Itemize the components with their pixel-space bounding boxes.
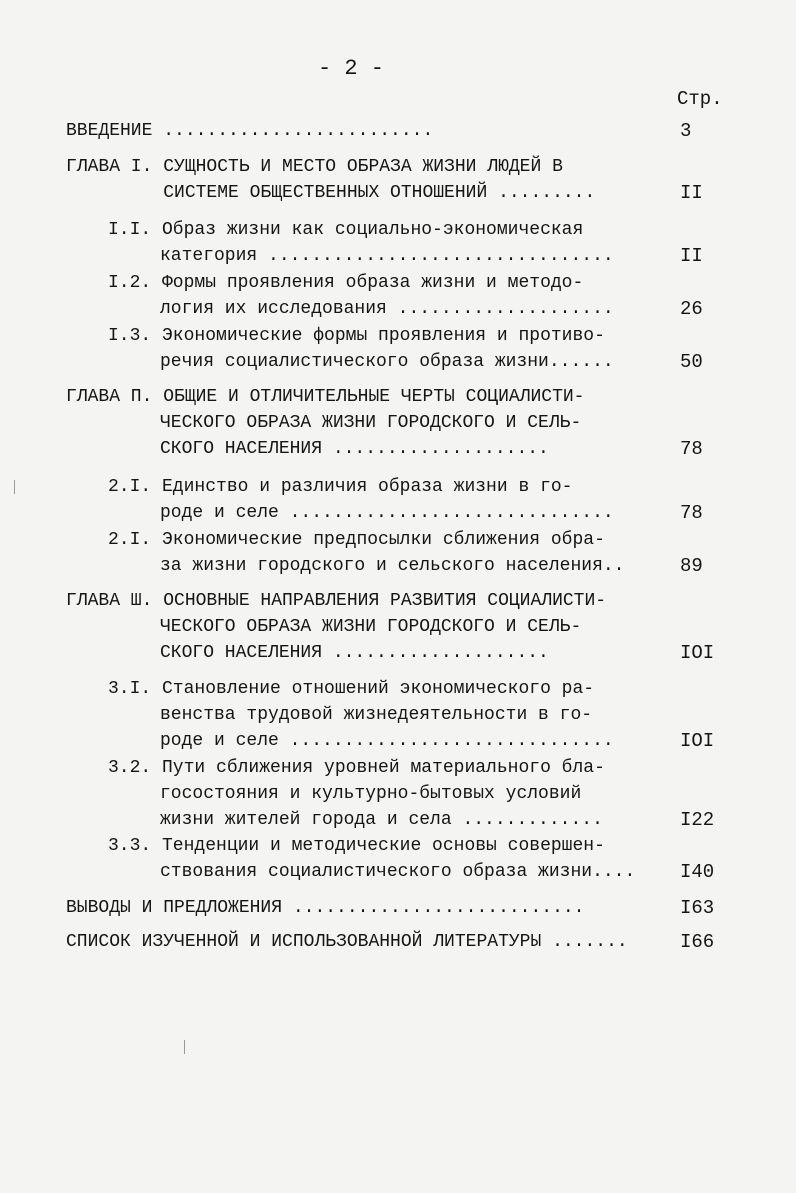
page-number: - 2 - [318, 56, 385, 81]
toc-line-section-3-1-b: венства трудовой жизнедеятельности в го- [160, 705, 593, 725]
toc-page-chapter-1: II [680, 182, 703, 204]
toc-page-section-1-2: 26 [680, 298, 703, 320]
toc-line-section-1-1-b: категория ................................ [160, 246, 614, 266]
toc-line-chapter-3-c: СКОГО НАСЕЛЕНИЯ .................... [160, 643, 549, 663]
scan-speck [14, 480, 15, 494]
toc-line-chapter-2-b: ЧЕСКОГО ОБРАЗА ЖИЗНИ ГОРОДСКОГО И СЕЛЬ- [160, 413, 582, 433]
toc-line-section-3-2-c: жизни жителей города и села ............. [160, 810, 603, 830]
toc-line-introduction: ВВЕДЕНИЕ ......................... [66, 121, 434, 141]
toc-line-section-3-3-a: 3.3. Тенденции и методические основы совершен- [108, 836, 605, 856]
toc-line-section-1-1-a: I.I. Образ жизни как социально-экономическая [108, 220, 584, 240]
toc-page-section-2-2: 89 [680, 555, 703, 577]
scan-speck [184, 1040, 185, 1054]
toc-line-section-1-2-a: I.2. Формы проявления образа жизни и методо- [108, 273, 584, 293]
toc-page-section-3-2: I22 [680, 809, 715, 831]
toc-line-chapter-2-a: ГЛАВА П. ОБЩИЕ И ОТЛИЧИТЕЛЬНЫЕ ЧЕРТЫ СОЦИАЛИСТИ- [66, 387, 585, 407]
toc-line-section-2-2-b: за жизни городского и сельского населения.. [160, 556, 625, 576]
toc-page-section-2-1: 78 [680, 502, 703, 524]
toc-page-chapter-2: 78 [680, 438, 703, 460]
toc-line-section-1-2-b: логия их исследования .................... [160, 299, 614, 319]
toc-line-chapter-1-b: СИСТЕМЕ ОБЩЕСТВЕННЫХ ОТНОШЕНИЙ ......... [66, 183, 596, 203]
toc-line-chapter-1-a: ГЛАВА I. СУЩНОСТЬ И МЕСТО ОБРАЗА ЖИЗНИ ЛЮДЕЙ В [66, 157, 563, 177]
toc-line-section-3-1-a: 3.I. Становление отношений экономического ра- [108, 679, 595, 699]
toc-line-chapter-3-b: ЧЕСКОГО ОБРАЗА ЖИЗНИ ГОРОДСКОГО И СЕЛЬ- [160, 617, 582, 637]
toc-page-section-1-1: II [680, 245, 703, 267]
toc-line-section-3-1-c: роде и селе .............................. [160, 731, 614, 751]
toc-line-section-1-3-a: I.3. Экономические формы проявления и противо- [108, 326, 605, 346]
toc-line-section-3-3-b: ствования социалистического образа жизни.... [160, 862, 636, 882]
toc-line-section-3-2-b: госостояния и культурно-бытовых условий [160, 784, 582, 804]
toc-line-section-2-2-a: 2.I. Экономические предпосылки сближения обра- [108, 530, 605, 550]
toc-line-section-2-1-a: 2.I. Единство и различия образа жизни в го- [108, 477, 573, 497]
toc-page-section-3-3: I40 [680, 861, 715, 883]
page-column-header: Стр. [677, 88, 723, 110]
toc-page-section-3-1: IOI [680, 730, 715, 752]
toc-line-bibliography: СПИСОК ИЗУЧЕННОЙ И ИСПОЛЬЗОВАННОЙ ЛИТЕРАТУРЫ ....... [66, 932, 628, 952]
toc-line-section-1-3-b: речия социалистического образа жизни...... [160, 352, 614, 372]
toc-line-section-3-2-a: 3.2. Пути сближения уровней материального бла- [108, 758, 605, 778]
toc-page-section-1-3: 50 [680, 351, 703, 373]
toc-page-chapter-3: IOI [680, 642, 715, 664]
toc-line-chapter-3-a: ГЛАВА Ш. ОСНОВНЫЕ НАПРАВЛЕНИЯ РАЗВИТИЯ СОЦИАЛИСТИ- [66, 591, 607, 611]
toc-page-conclusions: I63 [680, 897, 715, 919]
toc-line-section-2-1-b: роде и селе .............................. [160, 503, 614, 523]
toc-line-conclusions: ВЫВОДЫ И ПРЕДЛОЖЕНИЯ ........................... [66, 898, 585, 918]
toc-page-bibliography: I66 [680, 931, 715, 953]
toc-line-chapter-2-c: СКОГО НАСЕЛЕНИЯ .................... [160, 439, 549, 459]
toc-page-introduction: 3 [680, 120, 692, 142]
